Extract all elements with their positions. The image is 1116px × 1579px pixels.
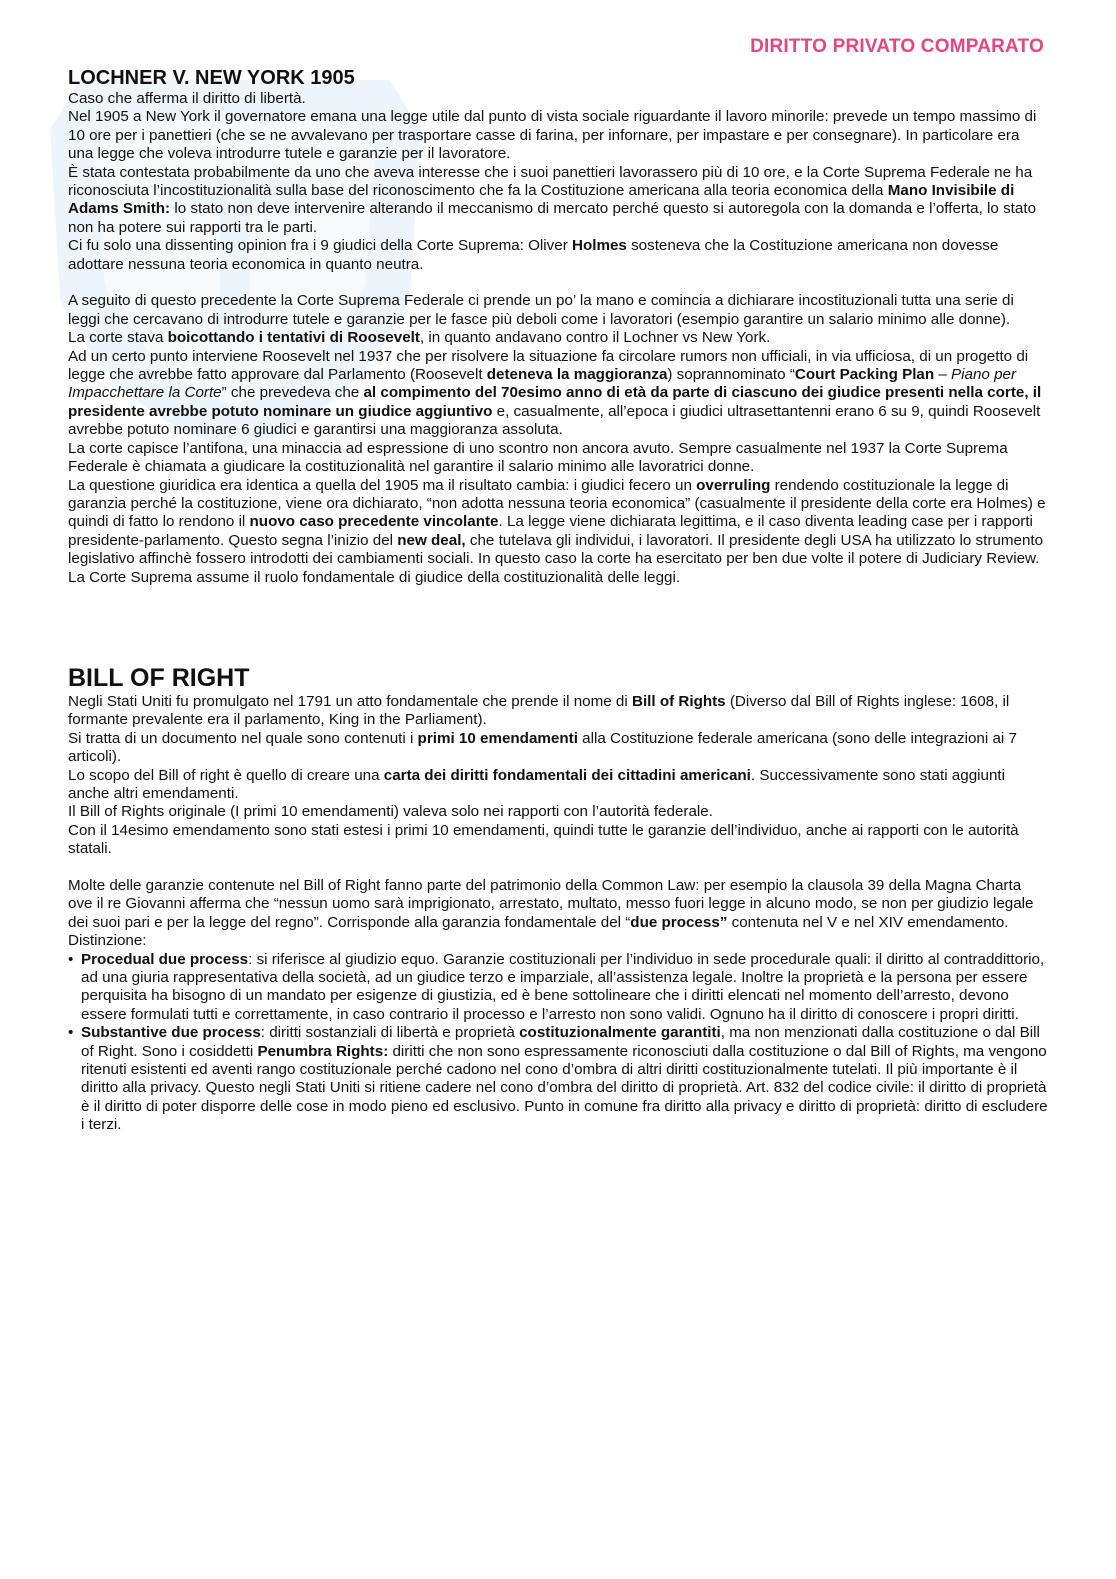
paragraph: Il Bill of Rights originale (I primi 10 emendamenti) valeva solo nei rapporti con l’autorità federale. xyxy=(68,803,713,821)
document-page xyxy=(68,66,1048,1135)
paragraph: La questione giuridica era identica a quella del 1905 ma il risultato cambia: i giudici fecero un overruling rendendo costituzionale la legge di garanzia perché la costituzione, viene ora dichiarato, “non adotta nessuna teoria economica” (casualmente il presidente della corte era Holmes) e quindi di fatto lo rendono il nuovo caso precedente vincolante. La legge viene dichiarata legittima, e il caso diventa leading case per i rapporti presidente-parlamento. Questo segna l’inizio del new deal, che tutelava gli individui, i lavoratori. Il presidente degli USA ha utilizzato lo strumento legislativo affinchè fossero introdotti dei cambiamenti sociali. In questo caso la corte ha esercitato per ben due volte il potere di Judiciary Review. xyxy=(68,476,1046,568)
paragraph: La corte stava boicottando i tentativi di Roosevelt, in quanto andavano contro il Lochner vs New York. xyxy=(68,329,771,347)
distinction-list xyxy=(68,951,1048,1135)
paragraph: La corte capisce l’antifona, una minaccia ad espressione di uno scontro non ancora avuto. Sempre casualmente nel 1937 la Corte Suprema Federale è chiamata a giudicare la costituzionalità nel garantire il salario minimo alle lavoratrici donne. xyxy=(68,439,1008,476)
paragraph: Nel 1905 a New York il governatore emana una legge utile dal punto di vista sociale riguardante il lavoro minorile: prevede un tempo massimo di 10 ore per i panettieri (che se ne avvalevano per trasportare casse di farina, per infornare, per impastare e per consegnare). In particolare era una legge che voleva introdurre tutele e garanzie per il lavoratore. xyxy=(68,108,1037,163)
paragraph: Si tratta di un documento nel quale sono contenuti i primi 10 emendamenti alla Costituzione federale americana (sono delle integrazioni ai 7 articoli). xyxy=(68,729,1017,766)
list-item: • Procedual due process: si riferisce al giudizio equo. Garanzie costituzionali per l’individuo in sede procedurale quali: il diritto al contraddittorio, ad una giuria rappresentativa della società, ad un giudice terzo e imparziale, all’assistenza legale. Inoltre la proprietà e la persona per essere perquisita ha bisogno di un mandato per esigenze di giustizia, ed è bene sottolineare che i diritti elencati nel momento dell’arresto, devono essere formulati tutti e correttamente, in caso contrario il processo e l’arresto non sono validi. Ognuno ha il diritto di conoscere i propri diritti. xyxy=(68,950,1045,1023)
paragraph: La Corte Suprema assume il ruolo fondamentale di giudice della costituzionalità delle leggi. xyxy=(68,568,681,586)
paragraph: Lo scopo del Bill of right è quello di creare una carta dei diritti fondamentali dei cittadini americani. Successivamente sono stati aggiunti anche altri emendamenti. xyxy=(68,766,1005,802)
paragraph: Caso che afferma il diritto di libertà. xyxy=(68,90,306,107)
paragraph: Ci fu solo una dissenting opinion fra i 9 giudici della Corte Suprema: Oliver Holmes sosteneva che la Costituzione americana non dovesse adottare nessuna teoria economica in quanto neutra. xyxy=(68,237,999,273)
bullet-icon: • xyxy=(68,1024,74,1042)
paragraph: Ad un certo punto interviene Roosevelt nel 1937 che per risolvere la situazione fa circolare rumors non ufficiali, in via ufficiosa, di un progetto di legge che avrebbe fatto approvare dal Parlamento (Roosevelt deteneva la maggioranza) soprannominato “Court Packing Plan – Piano per Impacchettare la Corte” che prevedeva che al compimento del 70esimo anno di età da parte di ciascuno dei giudice presenti nella corte, il presidente avrebbe potuto nominare un giudice aggiuntivo e, casualmente, all’epoca i giudici ultrasettantenni erano 6 su 9, quindi Roosevelt avrebbe potuto nominare 6 giudici e garantirsi una maggioranza assoluta. xyxy=(68,347,1042,439)
header-title: DIRITTO PRIVATO COMPARATO xyxy=(750,36,1044,57)
bullet-icon: • xyxy=(68,950,74,968)
paragraph: Distinzione: xyxy=(68,932,147,950)
paragraph: Negli Stati Uniti fu promulgato nel 1791 un atto fondamentale che prende il nome di Bill of Rights (Diverso dal Bill of Rights inglese: 1608, il formante prevalente era il parlamento, King in the Parliament). xyxy=(68,692,1010,729)
paragraph: È stata contestata probabilmente da uno che aveva interesse che i suoi panettieri lavorassero più di 10 ore, e la Corte Suprema Federale ne ha riconosciuta l’incostituzionalità sulla base del riconoscimento che fa la Costituzione americana alla teoria economica della Mano Invisibile di Adams Smith: lo stato non deve intervenire alterando il meccanismo di mercato perché questo si autoregola con la domanda e l’offerta, lo stato non ha potere sui rapporti tra le parti. xyxy=(68,163,1037,236)
list-item: • Substantive due process: diritti sostanziali di libertà e proprietà costituzionalmente garantiti, ma non menzionati dalla costituzione o dal Bill of Right. Sono i cosiddetti Penumbra Rights: diritti che non sono espressamente riconosciuti dalla costituzione o dal Bill of Rights, ma vengono ritenuti esistenti ed aventi rango costituzionale perché cadono nel cono d’ombra di altri diritti costituzionalmente tutelati. Il più importante è il diritto alla privacy. Questo negli Stati Uniti si ritiene cadere nel cono d’ombra del diritto di proprietà. Art. 832 del codice civile: il diritto di proprietà è il diritto di poter disporre delle cose in modo pieno ed esclusivo. Punto in comune fra diritto alla privacy e diritto di proprietà: diritto di escludere i terzi. xyxy=(68,1024,1048,1134)
paragraph: A seguito di questo precedente la Corte Suprema Federale ci prende un po’ la mano e comincia a dichiarare incostituzionali tutta una serie di leggi che cercavano di introdurre tutele e garanzie per le fasce più deboli come i lavoratori (esempio garantire un salario minimo alle donne). xyxy=(68,292,1014,328)
section-title-lochner: LOCHNER V. NEW YORK 1905 xyxy=(68,67,355,89)
section-title-bill-of-right: BILL OF RIGHT xyxy=(68,663,250,692)
paragraph: Con il 14esimo emendamento sono stati estesi i primi 10 emendamenti, quindi tutte le garanzie dell’individuo, anche ai rapporti con le autorità statali. xyxy=(68,821,1019,858)
paragraph: Molte delle garanzie contenute nel Bill of Right fanno parte del patrimonio della Common Law: per esempio la clausola 39 della Magna Charta ove il re Giovanni afferma che “nessun uomo sarà imprigionato, arrestato, multato, messo fuori legge in alcuno modo, se non per giudizio legale dei suoi pari e per la legge del regno”. Corrisponde alla garanzia fondamentale del “due process” contenuta nel V e nel XIV emendamento. xyxy=(68,877,1034,931)
